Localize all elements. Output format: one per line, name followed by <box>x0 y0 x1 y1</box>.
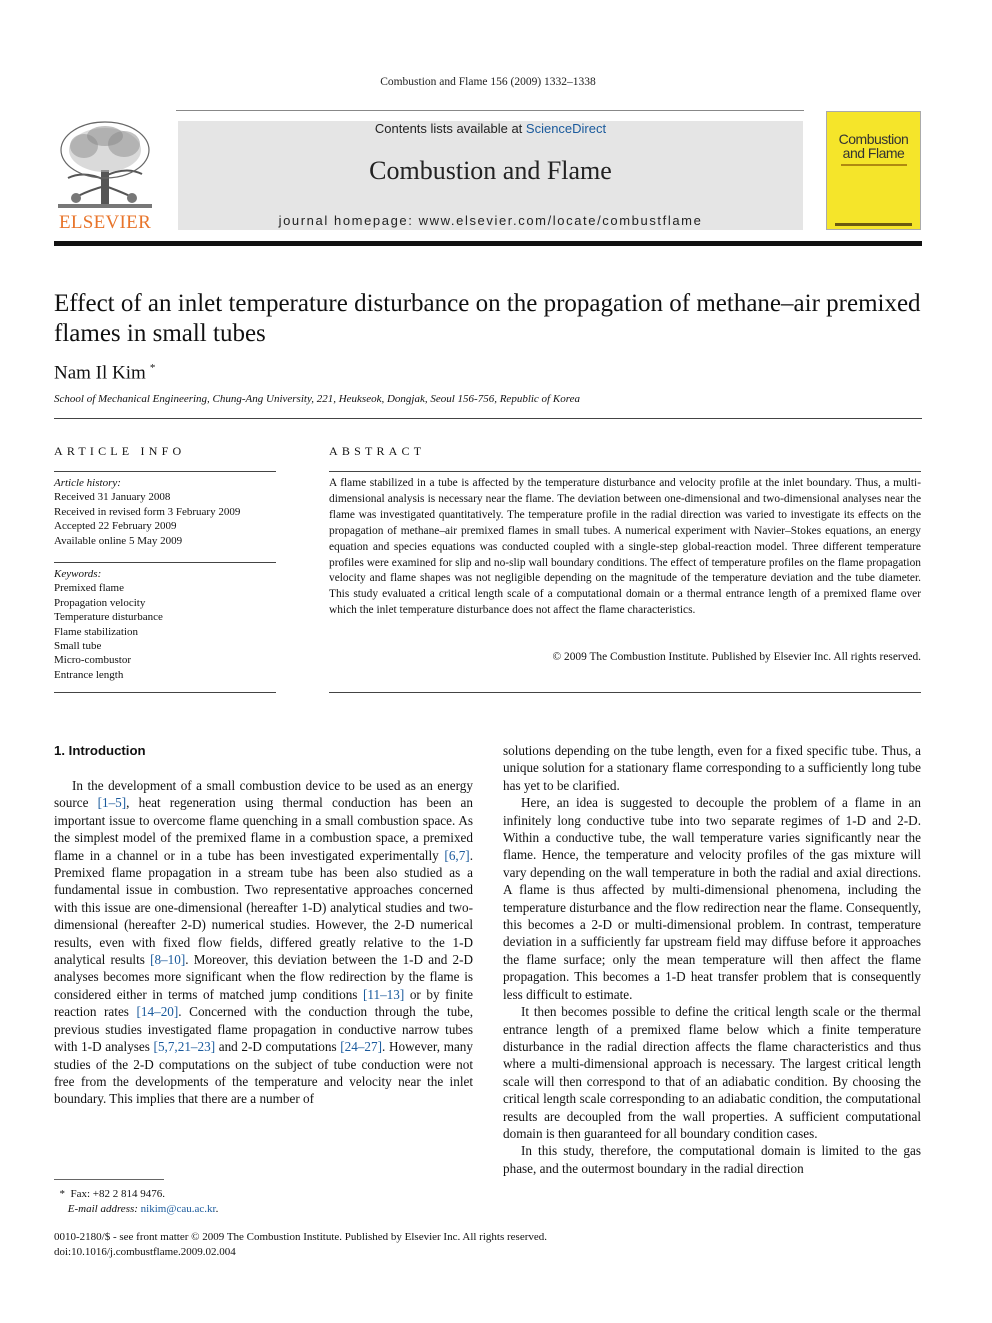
email-link[interactable]: nikim@cau.ac.kr <box>140 1202 216 1215</box>
cover-title: Combustion and Flame <box>838 131 909 161</box>
footnote-fax: Fax: +82 2 814 9476. <box>70 1188 166 1200</box>
footnote-fax-line <box>54 1187 218 1202</box>
text-run: . Premixed flame propagation in a stream tube has been also studied as a fundamental issue in combustion. Two representative approaches concerned with this issue are one-dimensional (hereafter 1-D) analytical studies and two-dimensional (hereafter 2-D) numerical studies. However, the 2-D numerical results, even with fixed flow fields, differed greatly relative to the 1-D analytical results <box>54 847 473 968</box>
article-history <box>54 476 276 548</box>
keywords-rule <box>54 562 276 563</box>
article-info-rule <box>54 471 276 472</box>
paragraph: It then becomes possible to define the critical length scale or the thermal entrance length of a premixed flame below which a finite temperature disturbance in the radial direction affects the flame characteristics and thus where a multi-dimensional approach is necessary. The largest critical length scale will then correspond to that of an adiabatic condition. By choosing the critical length scale corresponding to an adiabatic condition, the computational results are decoupled from the wall properties. A sufficient computational domain is then guaranteed for all boundary condition cases. <box>503 1004 921 1141</box>
text-run: . However, many studies of the 2-D computations on the subject of tube conduction were not free from the developments of the temperature and velocity near the inlet boundary. This implies that there are a number of <box>54 1039 473 1107</box>
header-divider <box>176 110 804 111</box>
paragraph: In this study, therefore, the computational domain is limited to the gas phase, and the outermost boundary in the radial direction <box>503 1143 921 1176</box>
history-label: Article history: <box>54 477 121 489</box>
text-run: or by finite reaction rates <box>54 986 473 1020</box>
sciencedirect-link[interactable]: ScienceDirect <box>525 121 607 136</box>
abstract-bottom-rule <box>329 692 921 693</box>
article-info-heading: ARTICLE INFO <box>54 444 186 458</box>
footnote-rule <box>54 1179 164 1180</box>
issn-line: 0010-2180/$ - see front matter © 2009 The Combustion Institute. Published by Elsevier Inc. All rights reserved. <box>54 1231 547 1243</box>
journal-cover-thumbnail[interactable] <box>826 111 921 230</box>
keyword: Premixed flame <box>54 582 124 595</box>
abstract-heading: ABSTRACT <box>329 444 426 458</box>
author-footnote <box>54 1187 218 1216</box>
history-item: Accepted 22 February 2009 <box>54 520 177 533</box>
contents-line <box>178 121 803 136</box>
keyword: Temperature disturbance <box>54 611 163 624</box>
keyword: Entrance length <box>54 668 124 681</box>
article-title: Effect of an inlet temperature disturbance on the propagation of methane–air premixed flames in small tubes <box>54 290 921 347</box>
citation-link[interactable]: [6,7] <box>444 847 470 863</box>
cover-footer-bar <box>835 223 912 226</box>
keywords-block <box>54 567 276 682</box>
keyword: Micro-combustor <box>54 654 131 667</box>
journal-citation: Combustion and Flame 156 (2009) 1332–1338 <box>380 76 596 88</box>
abstract-rule <box>329 471 921 472</box>
citation-link[interactable]: [5,7,21–23] <box>153 1039 216 1055</box>
keyword: Flame stabilization <box>54 625 139 638</box>
author-line <box>54 362 155 384</box>
contents-prefix: Contents lists available at <box>374 121 526 136</box>
keyword: Propagation velocity <box>54 596 146 609</box>
paragraph <box>54 777 473 1108</box>
history-item: Available online 5 May 2009 <box>54 534 183 547</box>
abstract-copyright: © 2009 The Combustion Institute. Published by Elsevier Inc. All rights reserved. <box>552 651 921 663</box>
text-run: In the development of a small combustion device to be used as an energy source <box>54 778 473 811</box>
text-run: and 2-D computations <box>215 1039 341 1055</box>
citation-link[interactable]: [14–20] <box>136 1004 179 1020</box>
title-divider <box>54 418 922 419</box>
keyword: Small tube <box>54 640 102 653</box>
citation-link[interactable]: [8–10] <box>150 952 186 968</box>
keywords-label: Keywords: <box>54 568 102 580</box>
footnote-email-line <box>54 1202 218 1217</box>
elsevier-tree-icon <box>54 120 156 212</box>
journal-homepage[interactable]: journal homepage: www.elsevier.com/locate/combustflame <box>278 213 703 228</box>
paragraph: solutions depending on the tube length, even for a fixed specific tube. Thus, a unique solution for a stationary flame corresponding to a sufficiently long tube has yet to be clarified. <box>503 743 921 793</box>
author-name: Nam Il Kim <box>54 362 146 384</box>
journal-title: Combustion and Flame <box>369 156 612 185</box>
text-run: . Concerned with the conduction through the tube, previous studies investigated flame propagation in conductive narrow tubes with 1-D analyses <box>54 1004 473 1055</box>
left-column <box>54 777 473 1108</box>
history-item: Received in revised form 3 February 2009 <box>54 505 241 518</box>
citation-link[interactable]: [1–5] <box>97 795 127 811</box>
email-label: E-mail address: <box>67 1202 138 1215</box>
header-thick-rule <box>54 241 922 246</box>
citation-link[interactable]: [11–13] <box>363 986 405 1002</box>
article-info-bottom-rule <box>54 692 276 693</box>
footnote-mark: * <box>59 1188 65 1200</box>
paragraph: Here, an idea is suggested to decouple the problem of a flame in an infinitely long conductive tube into two separate regimes of 1-D and 2-D. Within a conductive tube, the wall temperature varies significantly near the flame. Hence, the temperature and velocity profiles of the gas mixture will vary depending on the wall temperature in both the radial and axial directions. A flame is thus affected by multi-dimensional phenomena, including the temperature disturbance and the flow redirection near the flame. Consequently, this becomes a 2-D or multi-dimensional problem. In contrast, temperature deviation in a sufficiently far upstream field may diffuse before it approaches the flame surface; only the mean temperature will then affect the flame propagation. This becomes a 1-D heat transfer problem that is consequently less difficult to estimate. <box>503 795 921 1002</box>
text-run: , heat regeneration using thermal conduction has been an important issue to overcome flame quenching in a small combustion space. As the simplest model of the premixed flame in a combustion space, a premixed flame in a channel or in a tube has been investigated experimentally <box>54 795 474 863</box>
email-suffix: . <box>215 1202 219 1215</box>
author-footnote-mark[interactable]: * <box>149 362 156 374</box>
right-column <box>503 742 921 1177</box>
citation-link[interactable]: [24–27] <box>340 1039 383 1055</box>
history-item: Received 31 January 2008 <box>54 491 171 504</box>
doi-line[interactable]: doi:10.1016/j.combustflame.2009.02.004 <box>54 1245 236 1258</box>
front-matter-footer <box>54 1230 547 1259</box>
text-run: . Moreover, this deviation between the 1-D and 2-D analyses becomes more significant when the flow redirection by the flame is considered either in terms of matched jump conditions <box>54 952 474 1002</box>
elsevier-wordmark: ELSEVIER <box>58 212 152 233</box>
cover-subtitle-line <box>841 164 907 166</box>
abstract-text: A flame stabilized in a tube is affected by the temperature disturbance and velocity profile at the inlet boundary. Thus, a multi-dimensional analysis is necessary near the flame. The deviation between one-dimensional and two-dimensional analyses near the flame was investigated quantitatively. The temperature profile in the radial direction was varied to investigate its effects on the propagation of methane–air premixed flames in small tubes. A numerical experiment with Navier–Stokes equations, an energy equation and species equations was conducted coupled with a single-step global-reaction model. Three different temperature profiles were examined for slip and no-slip wall boundary conditions. The effect of temperature profiles on the flame propagation velocity and flame shapes was not negligible depending on the magnitude of the temperature deviation and the tube diameter. This study evaluated a critical length scale of a computational domain or a thermal entrance length of a premixed flame over which the inlet temperature disturbance does not affect the flame characteristics. <box>329 477 921 617</box>
affiliation: School of Mechanical Engineering, Chung-Ang University, 221, Heukseok, Dongjak, Seoul 156-756, Republic of Korea <box>54 393 580 405</box>
elsevier-logo[interactable] <box>54 120 156 233</box>
section-heading-introduction: 1. Introduction <box>54 743 146 758</box>
